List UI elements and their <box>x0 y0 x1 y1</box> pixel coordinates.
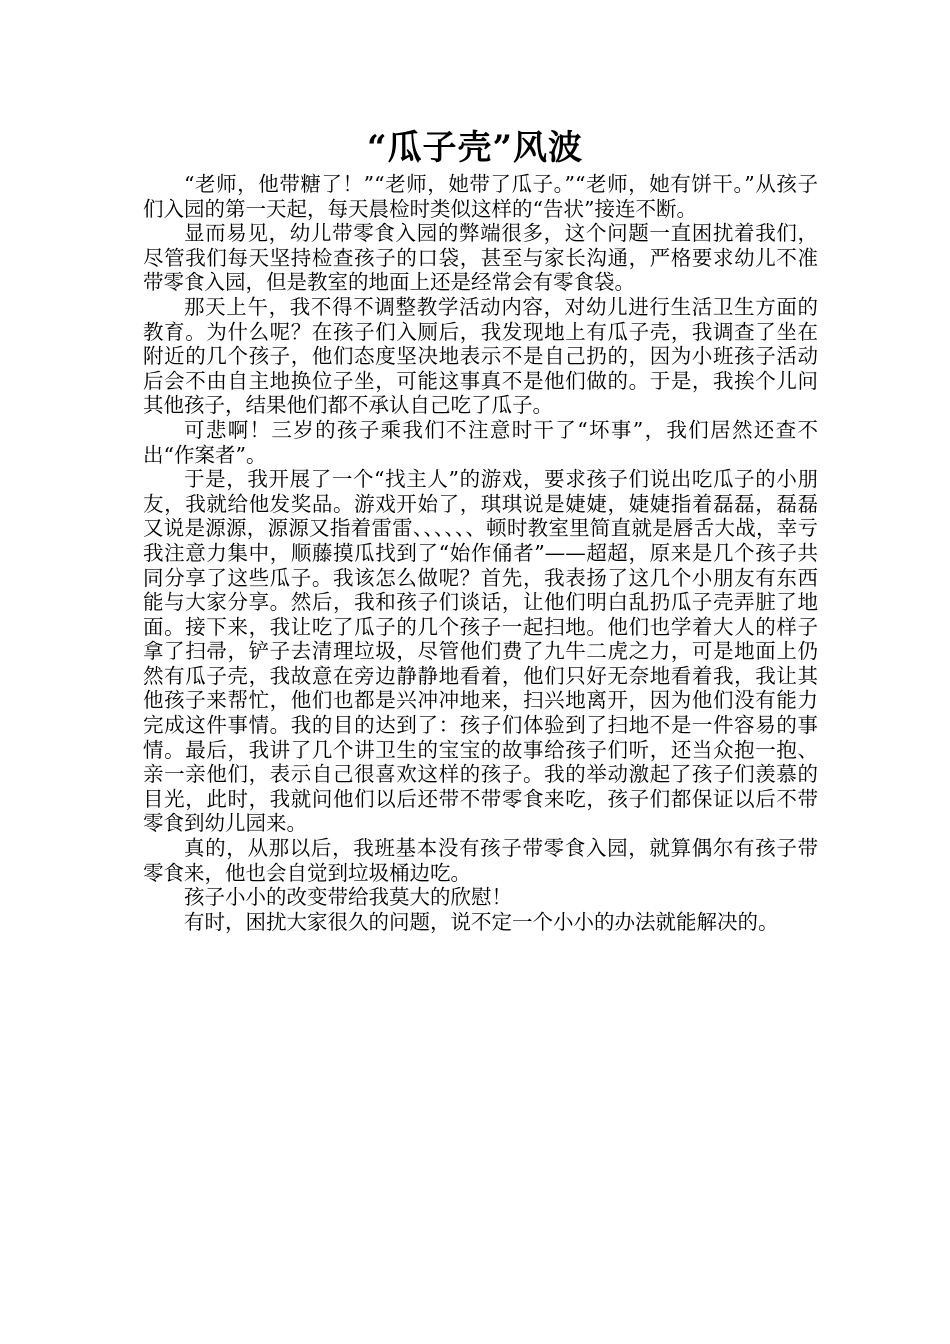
paragraph-6: 真的，从那以后，我班基本没有孩子带零食入园，就算偶尔有孩子带零食来，他也会自觉到垃圾桶边吃。 <box>143 836 818 885</box>
paragraph-3: 那天上午，我不得不调整教学活动内容，对幼儿进行生活卫生方面的教育。为什么呢？在孩子们入厕后，我发现地上有瓜子壳，我调查了坐在附近的几个孩子，他们态度坚决地表示不是自己扔的，因为小班孩子活动后会不由自主地换位子坐，可能这事真不是他们做的。于是，我挨个儿问其他孩子，结果他们都不承认自己吃了瓜子。 <box>143 294 818 418</box>
paragraph-1: “老师，他带糖了！”“老师，她带了瓜子。”“老师，她有饼干。”从孩子们入园的第一天起，每天晨检时类似这样的“告状”接连不断。 <box>143 172 818 221</box>
document-body <box>143 172 818 934</box>
document-title: “瓜子壳”风波 <box>366 128 584 168</box>
paragraph-8: 有时，困扰大家很久的问题，说不定一个小小的办法就能解决的。 <box>184 909 779 934</box>
paragraph-5: 于是，我开展了一个“找主人”的游戏，要求孩子们说出吃瓜子的小朋友，我就给他发奖品。游戏开始了，琪琪说是婕婕，婕婕指着磊磊，磊磊又说是源源，源源又指着雷雷、、、、、、顿时教室里简直就是唇舌大战，幸亏我注意力集中，顺藤摸瓜找到了“始作俑者”——超超，原来是几个孩子共同分享了这些瓜子。我该怎么做呢？首先，我表扬了这几个小朋友有东西能与大家分享。然后，我和孩子们谈话，让他们明白乱扔瓜子壳弄脏了地面。接下来，我让吃了瓜子的几个孩子一起扫地。他们也学着大人的样子拿了扫帚，铲子去清理垃圾，尽管他们费了九牛二虎之力，可是地面上仍然有瓜子壳，我故意在旁边静静地看着，他们只好无奈地看着我，我让其他孩子来帮忙，他们也都是兴冲冲地来，扫兴地离开，因为他们没有能力完成这件事情。我的目的达到了：孩子们体验到了扫地不是一件容易的事情。最后，我讲了几个讲卫生的宝宝的故事给孩子们听，还当众抱一抱、亲一亲他们，表示自己很喜欢这样的孩子。我的举动激起了孩子们羡慕的目光，此时，我就问他们以后还带不带零食来吃，孩子们都保证以后不带零食到幼儿园来。 <box>143 467 818 836</box>
paragraph-4: 可悲啊！三岁的孩子乘我们不注意时干了“坏事”，我们居然还查不出“作案者”。 <box>143 417 818 467</box>
paragraph-7: 孩子小小的改变带给我莫大的欣慰！ <box>184 885 512 910</box>
paragraph-2: 显而易见，幼儿带零食入园的弊端很多，这个问题一直困扰着我们，尽管我们每天坚持检查孩子的口袋，甚至与家长沟通，严格要求幼儿不准带零食入园，但是教室的地面上还是经常会有零食袋。 <box>143 221 818 295</box>
